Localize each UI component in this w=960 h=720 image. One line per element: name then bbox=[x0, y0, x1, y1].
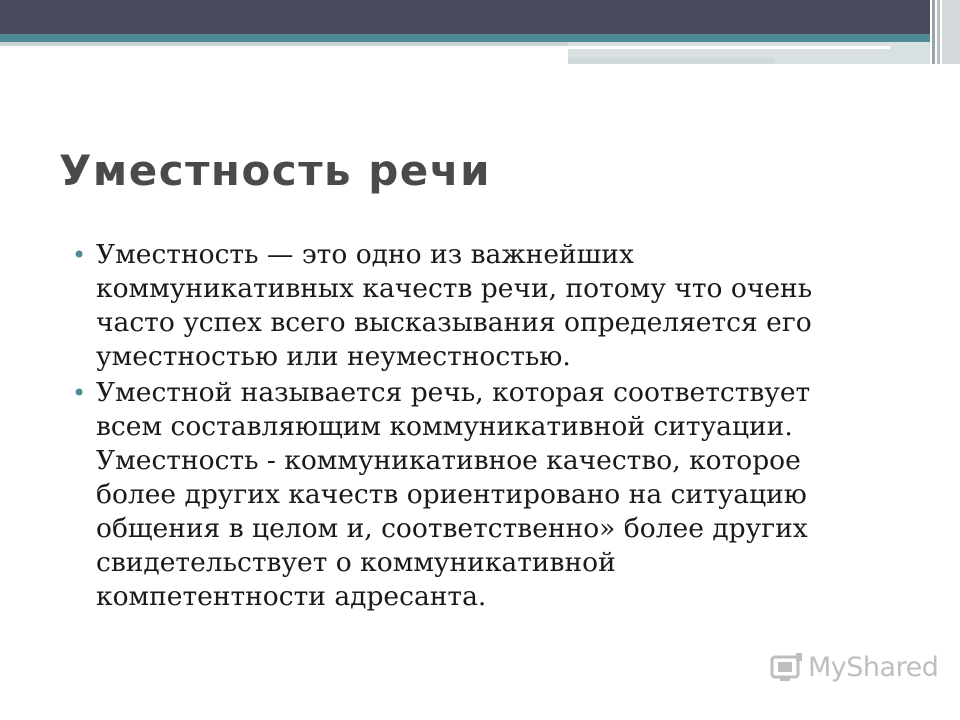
top-right-ornament bbox=[930, 0, 960, 64]
top-dark-bar bbox=[0, 0, 960, 34]
bullet-dot-icon: • bbox=[72, 379, 87, 407]
top-teal-bar bbox=[0, 34, 960, 42]
bullet-item bbox=[72, 238, 836, 374]
bullet-item bbox=[72, 376, 836, 614]
bullet-text: Уместность — это одно из важнейших коммуникативных качеств речи, потому что очень часто успех всего высказывания определяется его уместностью или неуместностью. bbox=[96, 239, 813, 372]
watermark-text: MyShared bbox=[808, 652, 939, 683]
bullet-dot-icon: • bbox=[72, 241, 87, 269]
myshared-logo-icon bbox=[770, 653, 804, 683]
top-step-lower bbox=[568, 58, 774, 64]
top-step-highlight bbox=[568, 46, 890, 49]
bullet-text: Уместной называется речь, которая соответствует всем составляющим коммуникативной ситуации. Уместность - коммуникативное качество, которое более других качеств ориентировано на ситуацию общения в целом и, соответственно» более других свидетельствует о коммуникативной компетентности адресанта. bbox=[96, 377, 811, 612]
slide-title: Уместность речи bbox=[59, 146, 492, 195]
watermark bbox=[770, 652, 938, 683]
bullet-list bbox=[72, 238, 836, 616]
